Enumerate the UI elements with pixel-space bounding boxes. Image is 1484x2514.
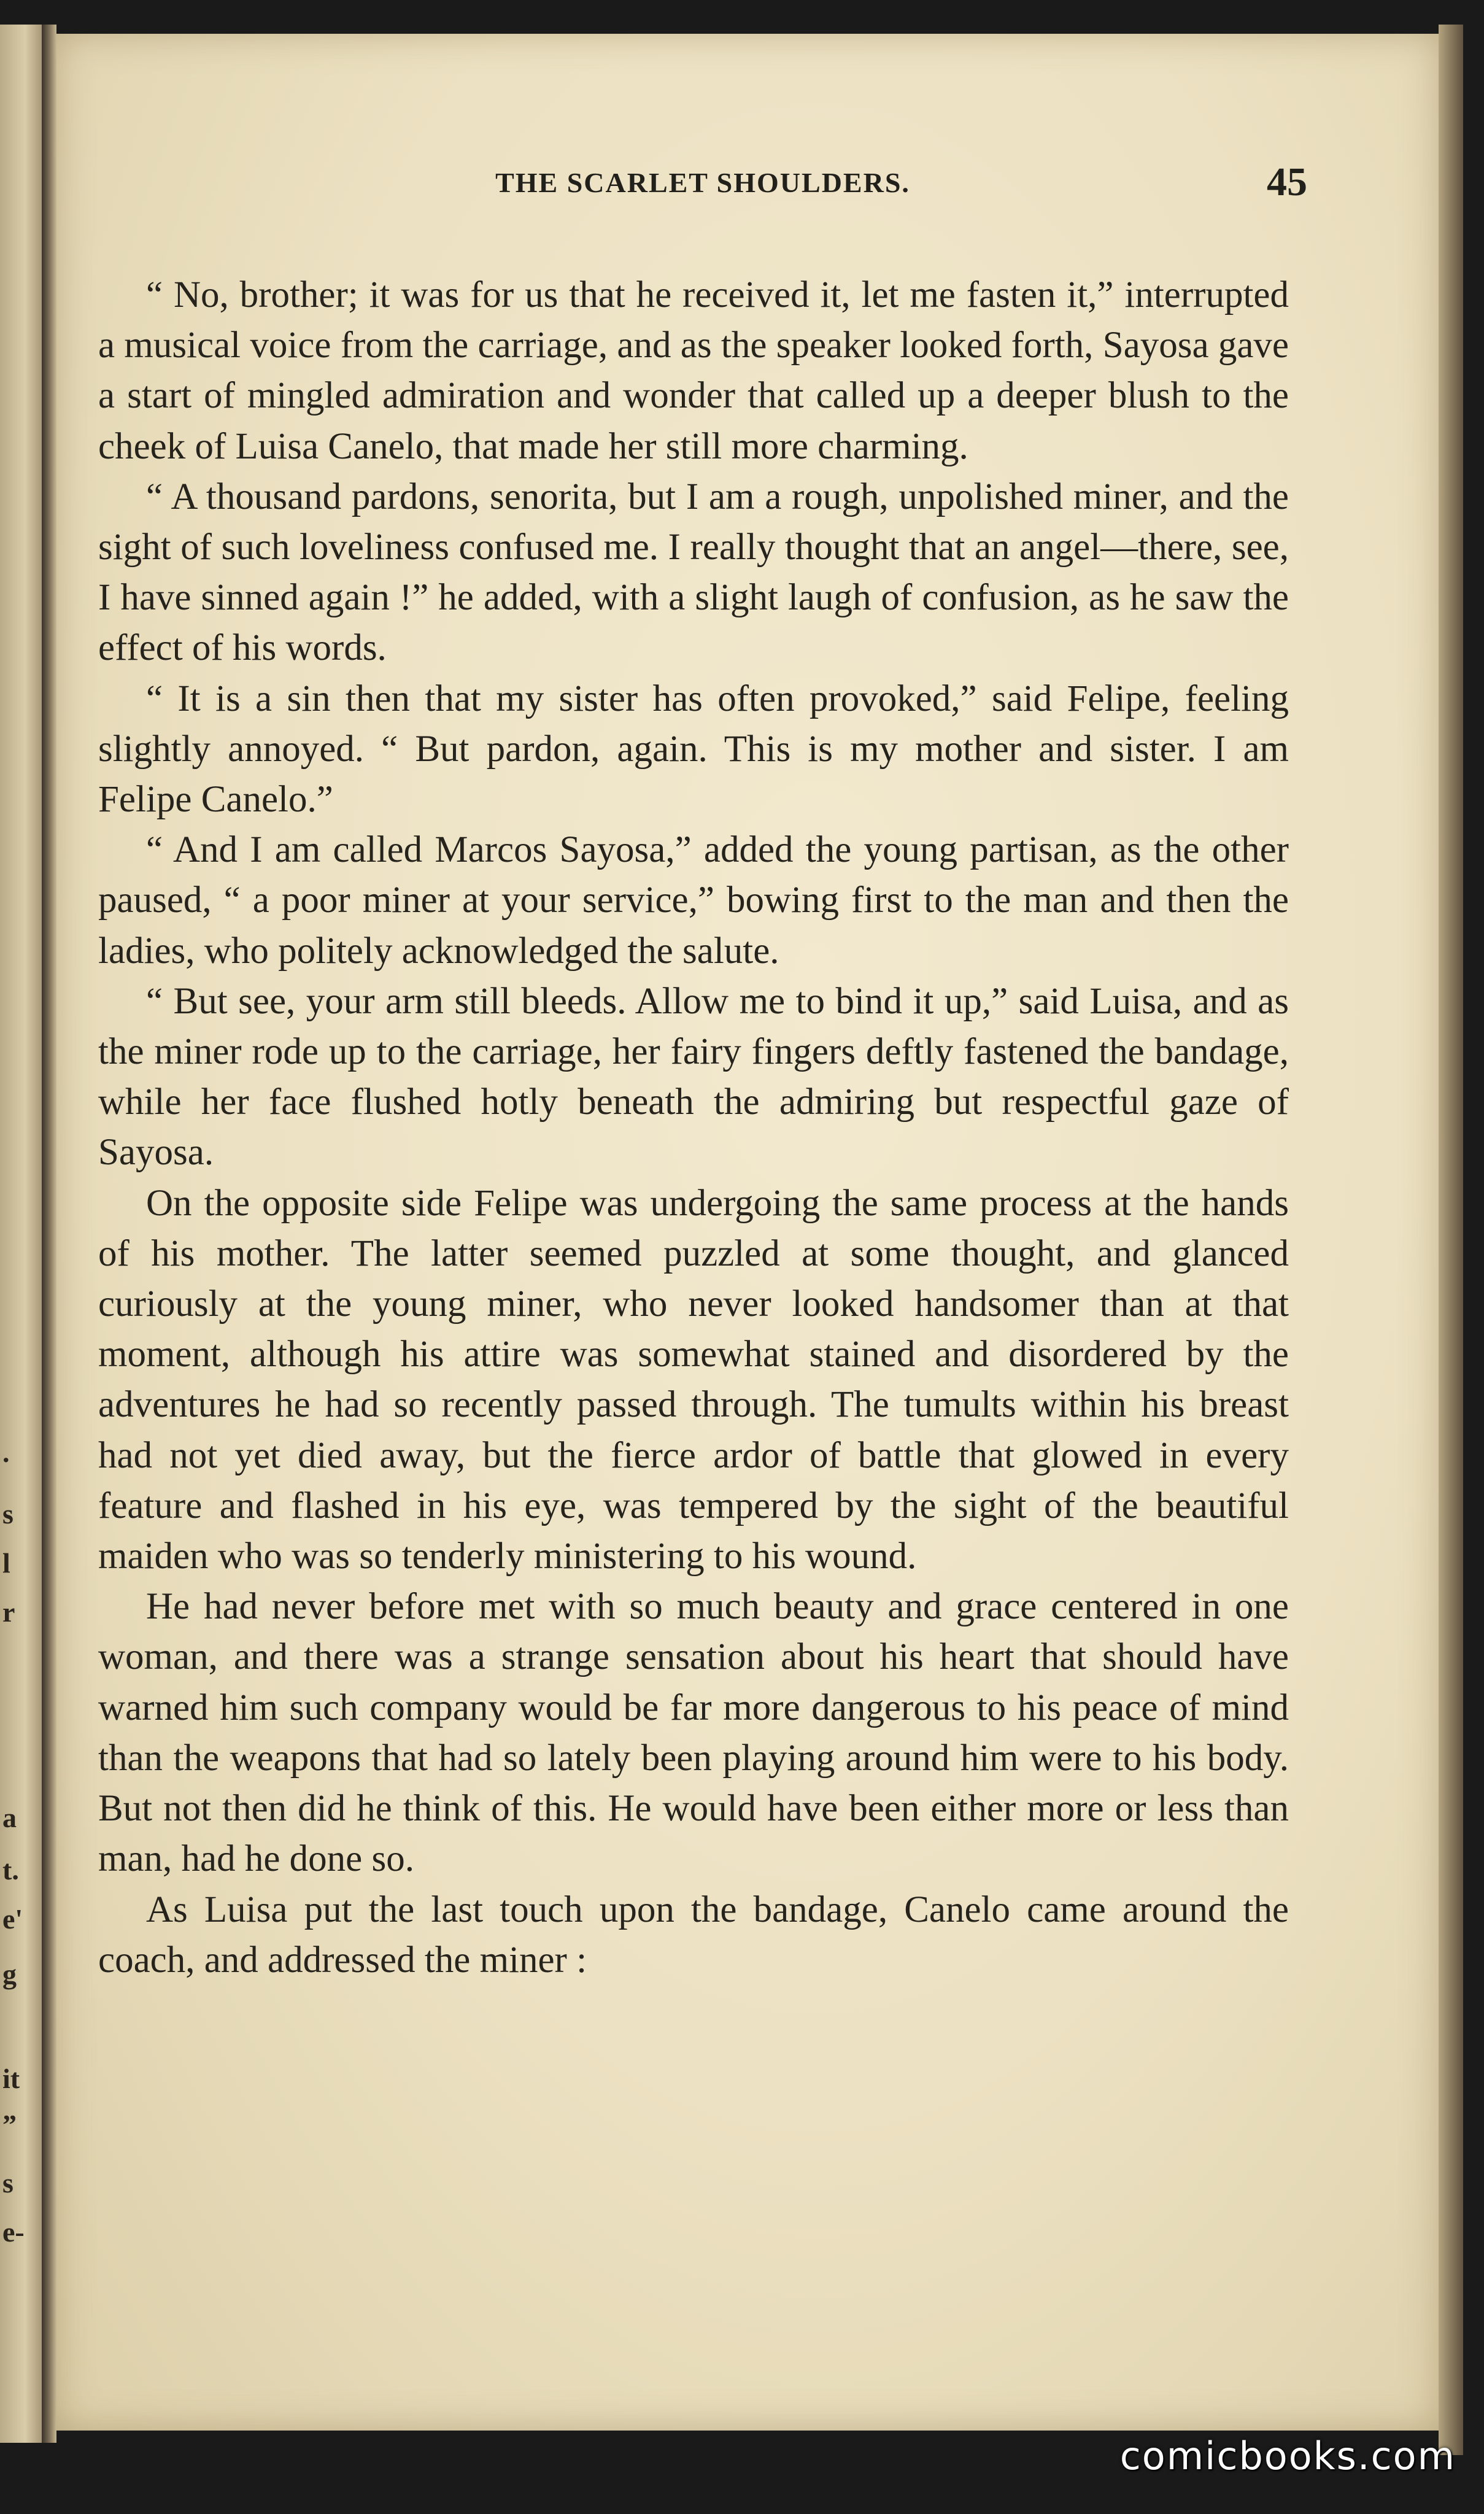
left-page-fragment: ” xyxy=(2,2109,17,2140)
adjacent-page-edge xyxy=(0,25,42,2443)
paragraph: “ A thousand pardons, senorita, but I am a rough, unpolished miner, and the sight of such loveliness confused me. I really thought that an angel—there, see, I have sinned again !” he added, with a slight laugh of confusion, as he saw the effect of his words. xyxy=(98,476,1289,669)
paragraph: He had never before met with so much beauty and grace centered in one woman, and there was a strange sensation about his heart that should have warned him such company would be far more dangerous to his peace of mind than the weapons that had so lately been playing around him were to his body. But not then did he think of this. He would have been either more or less than man, had he done so. xyxy=(98,1586,1289,1880)
left-page-fragment: s xyxy=(2,2167,14,2199)
paragraph: “ But see, your arm still bleeds. Allow me to bind it up,” said Luisa, and as the miner rode up to the carriage, her fairy fingers deftly fastened the bandage, while her face flushed hotly beneath the admiring but respectful gaze of Sayosa. xyxy=(98,980,1289,1174)
left-page-fragment: g xyxy=(2,1959,17,1990)
page-number: 45 xyxy=(1267,160,1307,204)
left-page-fragment: r xyxy=(2,1596,15,1628)
left-page-fragment: it xyxy=(2,2063,20,2094)
left-page-fragment: s xyxy=(2,1498,14,1530)
paragraph: As Luisa put the last touch upon the bandage, Canelo came around the coach, and addressed the miner : xyxy=(98,1889,1289,1981)
paragraph: On the opposite side Felipe was undergoing the same process at the hands of his mother. The latter seemed puzzled at some thought, and glanced curiously at the young miner, who never looked handsomer than at that moment, although his attire was somewhat stained and disordered by the adventures he had so recently passed through. The tumults within his breast had not yet died away, but the fierce ardor of battle that glowed in every feature and flashed in his eye, was tempered by the sight of the beautiful maiden who was so tenderly ministering to his wound. xyxy=(98,1182,1289,1577)
book-right-edge xyxy=(1439,25,1463,2455)
left-page-fragment: e' xyxy=(2,1903,23,1935)
paragraph: “ And I am called Marcos Sayosa,” added the young partisan, as the other paused, “ a poor miner at your service,” bowing first to the man and then the ladies, who politely acknowledged the salute. xyxy=(98,829,1289,972)
left-page-fragment: a xyxy=(2,1802,17,1833)
left-page-fragment: l xyxy=(2,1547,10,1579)
left-page-fragment: e- xyxy=(2,2216,25,2248)
paragraph: “ It is a sin then that my sister has often provoked,” said Felipe, feeling slightly annoyed. “ But pardon, again. This is my mother and sister. I am Felipe Canelo.” xyxy=(98,678,1289,821)
left-page-fragment: t. xyxy=(2,1854,19,1886)
left-page-fragment: . xyxy=(2,1437,10,1468)
watermark-logo: comicbooks.com xyxy=(1119,2434,1456,2478)
book-gutter xyxy=(42,25,56,2443)
page-header xyxy=(98,132,1307,204)
page-body xyxy=(98,270,1289,1986)
running-head: THE SCARLET SHOULDERS. xyxy=(495,167,910,198)
paragraph: “ No, brother; it was for us that he received it, let me fasten it,” interrupted a musical voice from the carriage, and as the speaker looked forth, Sayosa gave a start of mingled admiration and wonder that called up a deeper blush to the cheek of Luisa Canelo, that made her still more charming. xyxy=(98,274,1289,467)
